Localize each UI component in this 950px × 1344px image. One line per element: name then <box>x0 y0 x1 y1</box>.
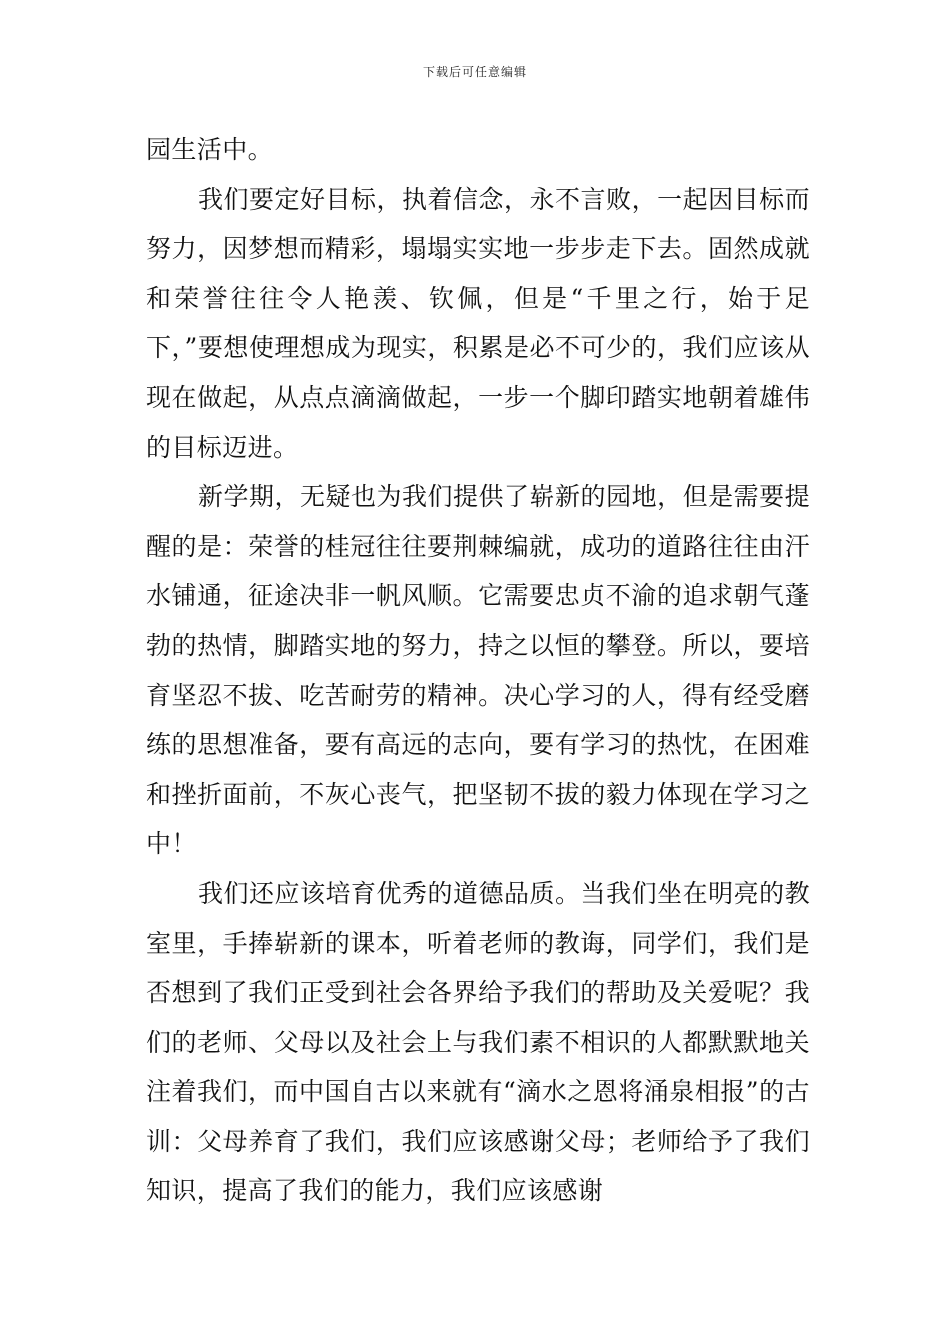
paragraph-moral-quality: 我们还应该培育优秀的道德品质。当我们坐在明亮的教室里，手捧崭新的课本，听着老师的教诲，同学们，我们是否想到了我们正受到社会各界给予我们的帮助及关爱呢？我们的老师、父母以及社会上与我们素不相识的人都默默地关注着我们，而中国自古以来就有“滴水之恩将涌泉相报”的古训：父母养育了我们，我们应该感谢父母；老师给予了我们知识，提高了我们的能力，我们应该感谢 <box>146 878 810 1206</box>
page-header: 下载后可任意编辑 <box>422 65 527 79</box>
paragraph-continuation: 园生活中。 <box>146 135 274 164</box>
document-body <box>146 125 810 1216</box>
paragraph-goals: 我们要定好目标，执着信念，永不言败，一起因目标而努力，因梦想而精彩，塌塌实实地一步步走下去。固然成就和荣誉往往令人艳羡、钦佩，但是“千里之行，始于足下，”要想使理想成为现实，积累是必不可少的，我们应该从现在做起，从点点滴滴做起，一步一个脚印踏实地朝着雄伟的目标迈进。 <box>146 184 810 462</box>
paragraph-new-semester: 新学期，无疑也为我们提供了崭新的园地，但是需要提醒的是：荣誉的桂冠往往要荆棘编就，成功的道路往往由汗水铺通，征途决非一帆风顺。它需要忠贞不渝的追求朝气蓬勃的热情，脚踏实地的努力，持之以恒的攀登。所以，要培育坚忍不拔、吃苦耐劳的精神。决心学习的人，得有经受磨练的思想准备，要有高远的志向，要有学习的热忱，在困难和挫折面前，不灰心丧气，把坚韧不拔的毅力体现在学习之中！ <box>146 482 810 859</box>
